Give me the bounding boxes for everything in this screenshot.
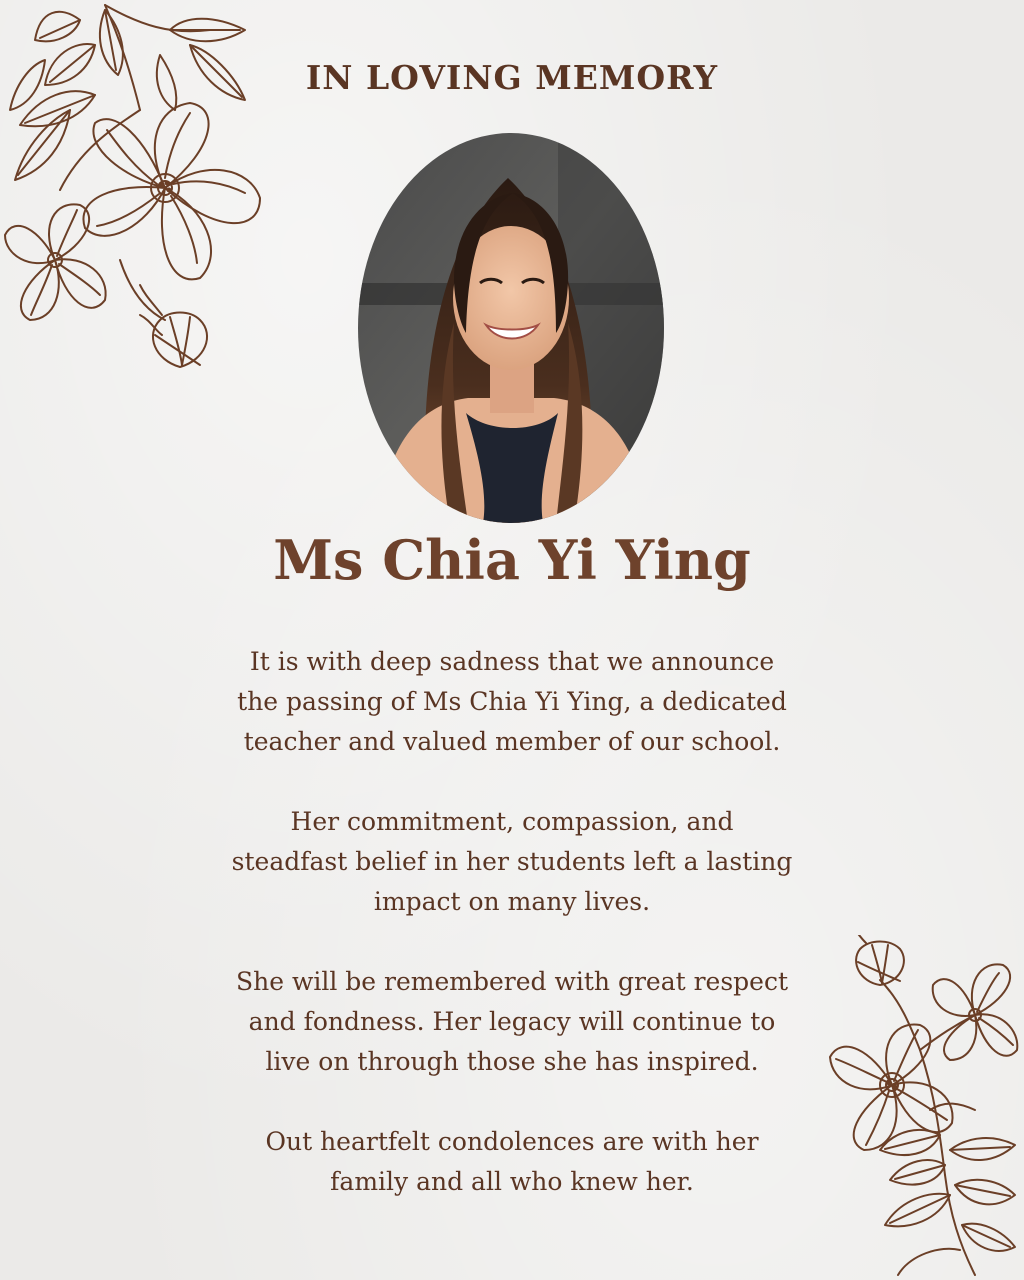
message-line: It is with deep sadness that we announce bbox=[249, 647, 775, 676]
message-line: Her commitment, compassion, and bbox=[290, 807, 734, 836]
message-line: impact on many lives. bbox=[373, 887, 651, 916]
message-line: steadfast belief in her students left a lasting bbox=[231, 847, 793, 876]
memorial-heading: IN LOVING MEMORY bbox=[305, 58, 719, 97]
portrait-photo bbox=[358, 133, 664, 523]
message-line: Out heartfelt condolences are with her bbox=[265, 1127, 759, 1156]
message-paragraph-1 bbox=[150, 642, 874, 762]
message-line: She will be remembered with great respect bbox=[235, 967, 789, 996]
memorial-message bbox=[150, 642, 874, 1242]
message-paragraph-2 bbox=[150, 802, 874, 922]
message-line: teacher and valued member of our school. bbox=[243, 727, 781, 756]
message-paragraph-3 bbox=[150, 962, 874, 1082]
message-line: live on through those she has inspired. bbox=[265, 1047, 759, 1076]
person-name: Ms Chia Yi Ying bbox=[273, 528, 751, 592]
message-line: family and all who knew her. bbox=[330, 1167, 694, 1196]
message-line: the passing of Ms Chia Yi Ying, a dedicated bbox=[237, 687, 787, 716]
message-paragraph-4 bbox=[150, 1122, 874, 1202]
message-line: and fondness. Her legacy will continue to bbox=[248, 1007, 776, 1036]
